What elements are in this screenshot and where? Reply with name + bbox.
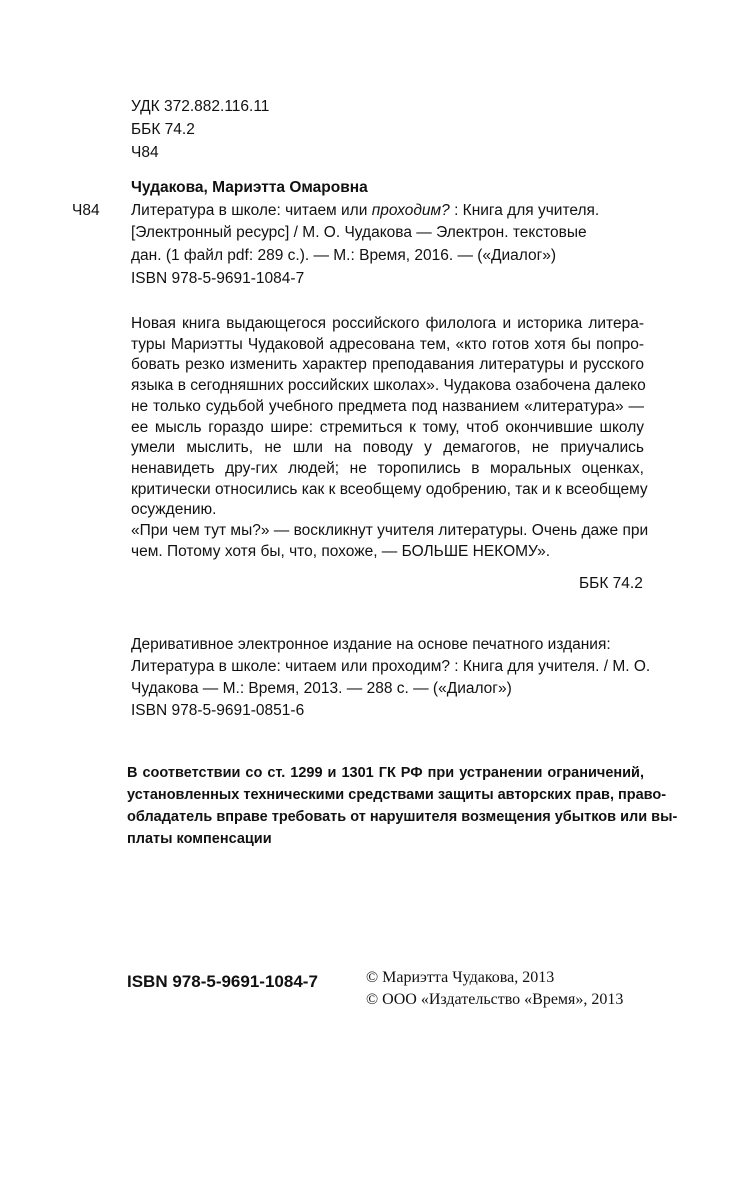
author-mark: Ч84 [131,144,159,161]
bib-isbn: ISBN 978-5-9691-1084-7 [131,270,305,287]
bib-line-3: дан. (1 файл pdf: 289 с.). — М.: Время, 2016. — («Диалог») [131,247,557,264]
annotation-line: умели мыслить, не шли на поводу у демагогов, не приучались [131,439,644,457]
annotation-last-line: осуждению. [131,501,217,519]
legal-notice [127,762,678,850]
annotation-line: ее мысль гораздо шире: стремиться к тому, чтоб окончившие школу [131,418,644,436]
bib-title-italic: проходим? [371,202,450,219]
annotation-line: критически относились как к всеобщему одобрению, так и к всеобщему [131,480,648,498]
bib-line-2: [Электронный ресурс] / М. О. Чудакова — Электрон. текстовые [131,224,587,241]
annotation-line: туры Мариэтты Чудаковой адресована тем, «кто готов хотя бы попро- [131,335,644,353]
derivative-line-2: Чудакова — М.: Время, 2013. — 288 с. — («Диалог») [131,680,512,697]
quote-line: чем. Потому хотя бы, что, похоже, — БОЛЬШЕ НЕКОМУ». [131,542,551,560]
bib-title-start: Литература в школе: читаем или [131,202,372,219]
legal-notice-line: обладатель вправе требовать от нарушителя возмещения убытков или вы- [127,809,678,825]
derivative-isbn: ISBN 978-5-9691-0851-6 [131,702,305,719]
annotation-line: Новая книга выдающегося российского филолога и историка литера- [131,315,644,332]
annotation-paragraph [131,314,649,562]
legal-notice-line: установленных техническими средствами защиты авторских прав, право- [127,787,667,803]
footer-isbn: ISBN 978-5-9691-1084-7 [127,972,318,991]
bbk-code: ББК 74.2 [131,121,195,138]
quote-line: «При чем тут мы?» — воскликнут учителя литературы. Очень даже при [131,522,649,540]
legal-notice-last-line: платы компенсации [127,831,272,847]
annotation-line: языка в сегодняшних российских школах». Чудакова озабочена далеко [131,377,646,395]
annotation-line: ненавидеть дру-гих людей; не торопились в моральных оценках, [131,459,644,477]
bib-title-line [131,200,599,221]
author-heading: Чудакова, Мариэтта Омаровна [131,179,368,196]
margin-author-mark: Ч84 [72,202,100,219]
legal-notice-line: В соответствии со ст. 1299 и 1301 ГК РФ при устранении ограничений, [127,765,644,781]
annotation-line: бовать резко изменить характер преподавания литературы и русского [131,356,644,374]
derivative-line-1: Литература в школе: читаем или проходим? : Книга для учителя. / М. О. [131,658,651,675]
annotation-line: не только судьбой учебного предмета под названием «литература» — [131,397,644,415]
copyright-publisher: © ООО «Издательство «Время», 2013 [366,991,624,1008]
derivative-heading: Деривативное электронное издание на основе печатного издания: [131,636,611,653]
bib-title-end: : Книга для учителя. [449,202,600,219]
bbk-right: ББК 74.2 [579,575,643,592]
udk-code: УДК 372.882.116.11 [131,98,270,115]
copyright-author: © Мариэтта Чудакова, 2013 [366,969,555,986]
